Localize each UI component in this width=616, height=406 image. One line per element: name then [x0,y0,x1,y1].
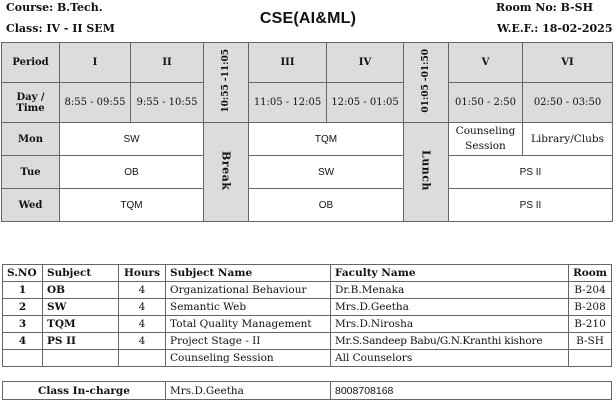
period-header: Period [2,43,60,83]
wed-morning-cell: TQM [60,189,204,222]
subject-code-cell: TQM [43,316,119,333]
table-row [3,282,612,299]
room-cell: B-204 [569,282,612,299]
hours-cell: 4 [119,299,166,316]
room-cell: B-SH [569,333,612,350]
subject-code-cell [43,350,119,367]
subject-name-cell: Total Quality Management [166,316,331,333]
faculty-cell: Mrs.D.Geetha [331,299,569,316]
subject-code-cell: PS II [43,333,119,350]
tue-midday-cell: SW [249,156,404,189]
period-time-4: 12:05 - 01:05 [327,83,404,123]
sno-cell: 1 [3,282,43,299]
period-num-5: V [449,43,523,83]
period-time-3: 11:05 - 12:05 [249,83,327,123]
lunch-time-cell [404,43,449,123]
table-row [3,316,612,333]
room-cell [569,350,612,367]
table-row [3,333,612,350]
period-num-1: I [60,43,131,83]
period-num-2: II [131,43,204,83]
wed-afternoon-cell: PS II [449,189,613,222]
subject-code-cell: OB [43,282,119,299]
subject-name-cell: Organizational Behaviour [166,282,331,299]
faculty-cell: Mrs.D.Nirosha [331,316,569,333]
subject-name-cell: Project Stage - II [166,333,331,350]
room-cell: B-210 [569,316,612,333]
incharge-phone: 8008708168 [331,382,612,400]
col-header-faculty: Faculty Name [331,265,569,282]
daytime-label-1: Day / [16,91,45,103]
faculty-cell: All Counselors [331,350,569,367]
faculty-cell: Mr.S.Sandeep Babu/G.N.Kranthi kishore [331,333,569,350]
period-num-3: III [249,43,327,83]
subject-table [2,264,612,367]
mon-morning-cell: SW [60,123,204,156]
timetable-grid [1,42,613,222]
mon-period-6-cell: Library/Clubs [523,123,613,156]
table-row [3,299,612,316]
page-title: CSE(AI&ML) [259,10,357,27]
break-label: Break [219,150,233,191]
sno-cell: 3 [3,316,43,333]
hours-cell [119,350,166,367]
col-header-room: Room [569,265,612,282]
subject-name-cell: Counseling Session [166,350,331,367]
room-label: Room No: B-SH [496,1,593,14]
incharge-name: Mrs.D.Geetha [166,382,331,400]
period-num-4: IV [327,43,404,83]
lunch-column [404,123,449,222]
mon-period-5-cell: Counseling Session [449,123,523,156]
tue-morning-cell: OB [60,156,204,189]
col-header-sno: S.NO [3,265,43,282]
hours-cell: 4 [119,333,166,350]
break-time: 10:55 -11:05 [221,49,231,113]
hours-cell: 4 [119,282,166,299]
daytime-header [2,83,60,123]
lunch-label: Lunch [419,150,433,191]
period-time-2: 9:55 - 10:55 [131,83,204,123]
day-label-wed: Wed [2,189,60,222]
col-header-subject-name: Subject Name [166,265,331,282]
room-cell: B-208 [569,299,612,316]
incharge-label: Class In-charge [3,382,166,400]
wed-midday-cell: OB [249,189,404,222]
period-time-1: 8:55 - 09:55 [60,83,131,123]
period-num-6: VI [523,43,613,83]
lunch-time: 01:05 -01:50 [421,49,431,113]
sno-cell: 4 [3,333,43,350]
break-time-cell [204,43,249,123]
course-label: Course: B.Tech. [6,1,103,14]
daytime-label-2: Time [16,102,45,114]
sno-cell [3,350,43,367]
day-label-tue: Tue [2,156,60,189]
mon-midday-cell: TQM [249,123,404,156]
class-label: Class: IV - II SEM [6,22,115,35]
col-header-subject: Subject [43,265,119,282]
subject-code-cell: SW [43,299,119,316]
hours-cell: 4 [119,316,166,333]
period-time-6: 02:50 - 03:50 [523,83,613,123]
col-header-hours: Hours [119,265,166,282]
break-column [204,123,249,222]
tue-afternoon-cell: PS II [449,156,613,189]
class-incharge-table [2,381,612,400]
day-label-mon: Mon [2,123,60,156]
wef-label: W.E.F.: 18-02-2025 [497,22,613,35]
faculty-cell: Dr.B.Menaka [331,282,569,299]
period-time-5: 01:50 - 2:50 [449,83,523,123]
subject-name-cell: Semantic Web [166,299,331,316]
table-row [3,350,612,367]
sno-cell: 2 [3,299,43,316]
